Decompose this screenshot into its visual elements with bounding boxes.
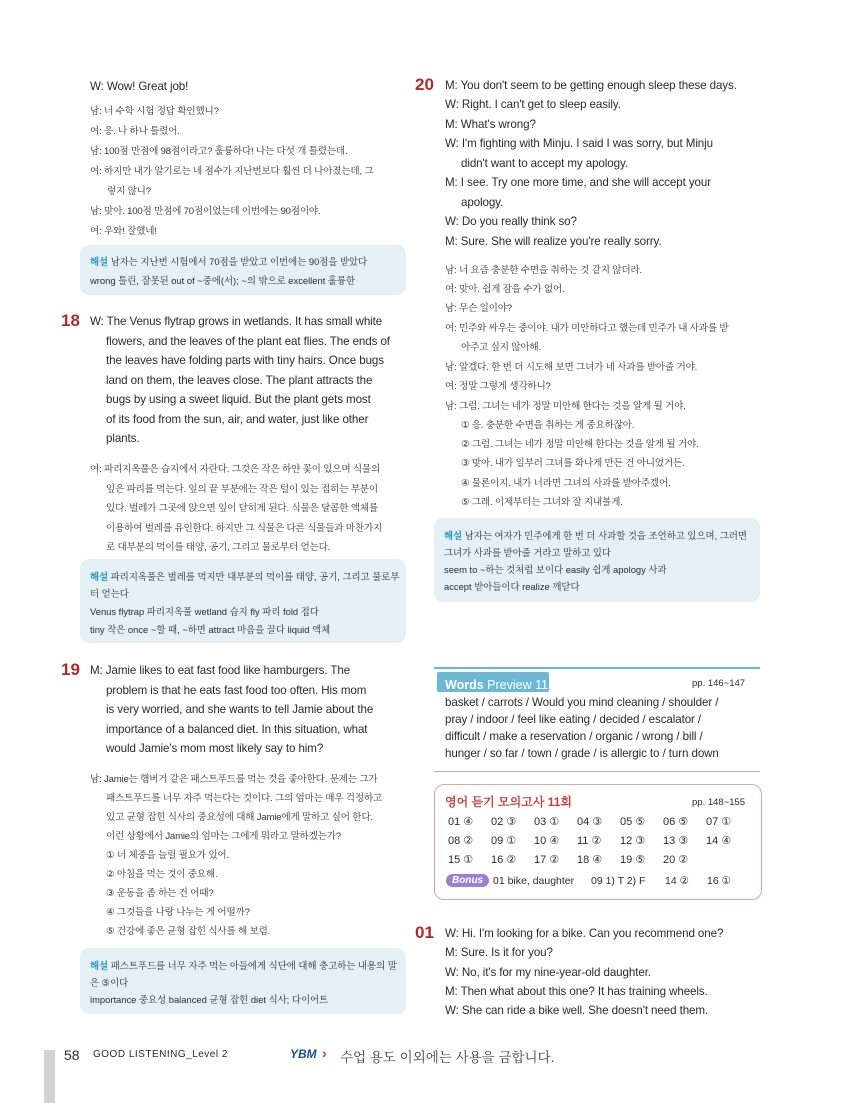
question-number-18: 18: [61, 311, 80, 330]
passage-line: importance of a balanced diet. In this situation, what: [106, 723, 368, 736]
words-preview-pages: pp. 146~147: [692, 678, 746, 689]
translation-line: 여: 맞아. 쉽게 잠을 수가 없어.: [445, 284, 565, 295]
mock-test-box: [434, 784, 762, 900]
passage-line: W: Right. I can't get to sleep easily.: [445, 98, 621, 111]
choice-line: ③ 운동을 좀 하는 건 어때?: [106, 888, 214, 899]
chevron-right-icon: ›: [322, 1045, 327, 1061]
note-line: tiny 작은 once ~할 때, ~하면 attract 마음을 끌다 liquid 액체: [90, 624, 331, 635]
explanation-label: 해설: [90, 960, 109, 971]
choice-line: ④ 물론이지. 내가 너라면 그녀의 사과를 받아주겠어.: [461, 478, 671, 489]
question-number-19: 19: [61, 660, 80, 679]
bonus-answer: 16 ①: [707, 875, 732, 887]
passage-line: W: Do you really think so?: [445, 215, 577, 228]
note-line: 해설 패스트푸드를 너무 자주 먹는 아들에게 식단에 대해 충고하는 내용의 말: [90, 960, 397, 971]
answer: 20 ②: [663, 854, 689, 866]
passage-line: apology.: [461, 196, 504, 209]
translation-line: 여: 정말 그렇게 생각하니?: [445, 381, 551, 392]
question-number-01: 01: [415, 923, 434, 942]
translation-line: 이런 상황에서 Jamie의 엄마는 그에게 뭐라고 말하겠는가?: [106, 831, 341, 842]
dialog-line: 여: 하지만 내가 알기로는 네 점수가 지난번보다 훨씬 더 나아졌는데, 그: [90, 166, 374, 177]
choice-line: ⑤ 건강에 좋은 균형 잡힌 식사를 해 보렴.: [106, 926, 271, 937]
choice-line: ② 그럼. 그녀는 네가 정말 미안해 한다는 것을 알게 될 거야.: [461, 439, 699, 450]
dialog-line: 남: 맞아. 100점 만점에 70점이었는데 이번에는 90점이야.: [90, 206, 321, 217]
answer: 08 ②: [448, 835, 474, 847]
note-line: 해설 남자는 여자가 민주에게 한 번 더 사과할 것을 조언하고 있으며, 그러면: [444, 530, 747, 541]
translation-line: 이용하여 벌레를 유인한다. 하지만 그 식물은 다른 식물들과 마찬가지: [106, 523, 383, 534]
explanation-label: 해설: [90, 256, 109, 267]
translation-line: 남: 그럼. 그녀는 네가 정말 미안해 한다는 것을 알게 될 거야.: [445, 401, 686, 412]
translation-line: 여: 파리지옥풀은 습지에서 자란다. 그것은 작은 하얀 꽃이 있으며 식물의: [90, 464, 381, 475]
publisher-logo: YBM: [290, 1047, 317, 1061]
choice-line: ⑤ 그래. 이제부터는 그녀와 잘 지내볼게.: [461, 497, 623, 508]
words-line: basket / carrots / Would you mind cleaning / shoulder /: [445, 696, 719, 709]
answer: 12 ③: [620, 835, 646, 847]
explanation-label: 해설: [90, 571, 109, 582]
passage-line: M: What's wrong?: [445, 118, 536, 131]
translation-line: 잎은 파리를 먹는다. 잎의 끝 부분에는 작은 털이 있는 접히는 부분이: [106, 484, 378, 495]
words-preview-title-sub: Preview 11회: [487, 678, 561, 692]
passage-line: flowers, and the leaves of the plant eat flies. The ends of: [106, 335, 390, 348]
note-line: 터 얻는다: [90, 588, 129, 599]
answer: 04 ③: [577, 816, 603, 828]
answer: 01 ④: [448, 816, 474, 828]
usage-notice: 수업 용도 이외에는 사용을 금합니다.: [340, 1050, 555, 1065]
bonus-badge: Bonus: [446, 874, 489, 887]
dialog-line: 남: 100점 만점에 98점이라고? 훌륭하다! 나는 다섯 개 틀렸는데.: [90, 146, 348, 157]
passage-line: M: Sure. She will realize you're really sorry.: [445, 235, 662, 248]
passage-line: M: I see. Try one more time, and she will accept your: [445, 176, 711, 189]
translation-line: 남: 무슨 일이야?: [445, 303, 512, 314]
note-line: 해설 파리지옥풀은 벌레를 먹지만 대부분의 먹이를 태양, 공기, 그리고 물로부: [90, 571, 400, 582]
answer: 15 ①: [448, 854, 474, 866]
answer: 17 ②: [534, 854, 560, 866]
answer: 05 ⑤: [620, 816, 646, 828]
note-line: wrong 틀린, 잘못된 out of ~중에(서); ~의 밖으로 excellent 훌륭한: [90, 275, 356, 286]
divider: [434, 771, 760, 772]
translation-line: 패스트푸드를 너무 자주 먹는다는 것이다. 그의 엄마는 매우 걱정하고: [106, 793, 383, 804]
bonus-answer: 01 bike, daughter: [493, 875, 575, 887]
passage-line: of its food from the sun, air, and water, just like other: [106, 413, 369, 426]
passage-line: W: Hi. I'm looking for a bike. Can you recommend one?: [445, 927, 724, 940]
passage-line: didn't want to accept my apology.: [461, 157, 628, 170]
note-box-20: [434, 518, 760, 602]
passage-line: plants.: [106, 432, 140, 445]
dialog-line: 여: 응. 나 하나 틀렸어.: [90, 126, 180, 137]
passage-line: M: Then what about this one? It has training wheels.: [445, 985, 708, 998]
passage-line: land on them, the leaves close. The plant attracts the: [106, 374, 373, 387]
words-line: hunger / so far / town / grade / is allergic to / turn down: [445, 747, 719, 760]
passage-line: the leaves have folding parts with tiny hairs. Once bugs: [106, 354, 384, 367]
passage-line: W: She can ride a bike well. She doesn't need them.: [445, 1004, 709, 1017]
passage-line: would Jamie's mom most likely say to him?: [106, 742, 324, 755]
note-line: 해설 남자는 지난번 시험에서 70점을 받았고 이번에는 90점을 받았다: [90, 256, 368, 267]
passage-line: problem is that he eats fast food too often. His mom: [106, 684, 367, 697]
translation-line: 아주고 싶지 않아해.: [461, 342, 541, 353]
book-title: GOOD LISTENING_Level 2: [93, 1049, 228, 1060]
answer: 02 ③: [491, 816, 517, 828]
dialog-line: 렇지 않니?: [107, 186, 151, 197]
answer: 19 ⑤: [620, 854, 646, 866]
dialog-line: 여: 우와! 잘했네!: [90, 226, 157, 237]
bonus-answer: 09 1) T 2) F: [591, 875, 646, 887]
choice-line: ① 응. 충분한 수면을 취하는 게 중요하잖아.: [461, 420, 635, 431]
answer: 14 ④: [706, 835, 732, 847]
passage-line: M: Sure. Is it for you?: [445, 946, 553, 959]
translation-line: 여: 민주와 싸우는 중이야. 내가 미안하다고 했는데 민주가 내 사과를 받: [445, 323, 729, 334]
words-preview-title: [445, 675, 560, 693]
translation-line: 있고 균형 잡힌 식사의 중요성에 대해 Jamie에게 말하고 싶어 한다.: [106, 812, 373, 823]
passage-line: M: Jamie likes to eat fast food like hamburgers. The: [90, 664, 351, 677]
passage-line: is very worried, and she wants to tell Jamie about the: [106, 703, 374, 716]
note-line: Venus flytrap 파리지옥풀 wetland 습지 fly 파리 fold 접다: [90, 606, 319, 617]
explanation-label: 해설: [444, 530, 463, 541]
choice-line: ④ 그것들을 나랑 나누는 게 어떨까?: [106, 907, 250, 918]
words-line: pray / indoor / feel like eating / decided / escalator /: [445, 713, 702, 726]
translation-line: 로 대부분의 먹이를 태양, 공기, 그리고 물로부터 얻는다.: [106, 542, 331, 553]
mock-test-title: 영어 듣기 모의고사 11회: [445, 795, 573, 809]
answer: 09 ①: [491, 835, 517, 847]
passage-line: W: The Venus flytrap grows in wetlands. It has small white: [90, 315, 383, 328]
dialog-line: W: Wow! Great job!: [90, 80, 189, 93]
note-line: 그녀가 사과를 받아줄 거라고 말하고 있다: [444, 547, 611, 558]
answer: 03 ①: [534, 816, 560, 828]
passage-line: W: I'm fighting with Minju. I said I was sorry, but Minju: [445, 137, 713, 150]
words-preview-top-rule: [434, 667, 760, 669]
answer: 18 ④: [577, 854, 603, 866]
answer: 16 ②: [491, 854, 517, 866]
mock-test-pages: pp. 148~155: [692, 797, 746, 808]
answer: 11 ②: [577, 835, 602, 847]
translation-line: 있다. 벌레가 그곳에 앉으면 잎이 닫히게 된다. 식물은 달콤한 액체를: [106, 503, 378, 514]
note-box-17: [80, 245, 406, 295]
translation-line: 남: Jamie는 햄버거 같은 패스트푸드를 먹는 것을 좋아한다. 문제는 그가: [90, 774, 378, 785]
bonus-answer: 14 ②: [665, 875, 690, 887]
note-line: accept 받아들이다 realize 깨닫다: [444, 581, 580, 592]
answer: 10 ④: [534, 835, 560, 847]
page-edge-tab: [44, 1050, 55, 1103]
question-number-20: 20: [415, 75, 434, 94]
translation-line: 남: 알겠다. 한 번 더 시도해 보면 그녀가 네 사과를 받아줄 거야.: [445, 362, 698, 373]
passage-line: W: No, it's for my nine-year-old daughter.: [445, 966, 651, 979]
choice-line: ② 아침을 먹는 것이 중요해.: [106, 869, 218, 880]
choice-line: ① 너 체중을 늘릴 필요가 있어.: [106, 850, 229, 861]
choice-line: ③ 맞아. 내가 일부러 그녀를 화나게 만든 건 아니었거든.: [461, 458, 685, 469]
translation-line: 남: 너 요즘 충분한 수면을 취하는 것 같지 않더라.: [445, 265, 642, 276]
answer: 06 ⑤: [663, 816, 689, 828]
passage-line: M: You don't seem to be getting enough sleep these days.: [445, 79, 737, 92]
page-number: 58: [64, 1047, 80, 1063]
answer: 07 ①: [706, 816, 732, 828]
answer: 13 ③: [663, 835, 689, 847]
note-box-19: [80, 948, 406, 1014]
note-line: seem to ~하는 것처럼 보이다 easily 쉽게 apology 사과: [444, 564, 667, 575]
words-preview-title-main: Words: [445, 678, 484, 692]
note-box-18: [80, 559, 406, 643]
note-line: 은 ⑤이다: [90, 977, 129, 988]
dialog-line: 남: 너 수학 시험 정답 확인했니?: [90, 106, 219, 117]
passage-line: bugs by using a sweet liquid. But the plant gets most: [106, 393, 371, 406]
words-line: difficult / make a reservation / organic / wrong / bill /: [445, 730, 703, 743]
note-line: importance 중요성 balanced 균형 잡힌 diet 식사; 다이어트: [90, 994, 329, 1005]
